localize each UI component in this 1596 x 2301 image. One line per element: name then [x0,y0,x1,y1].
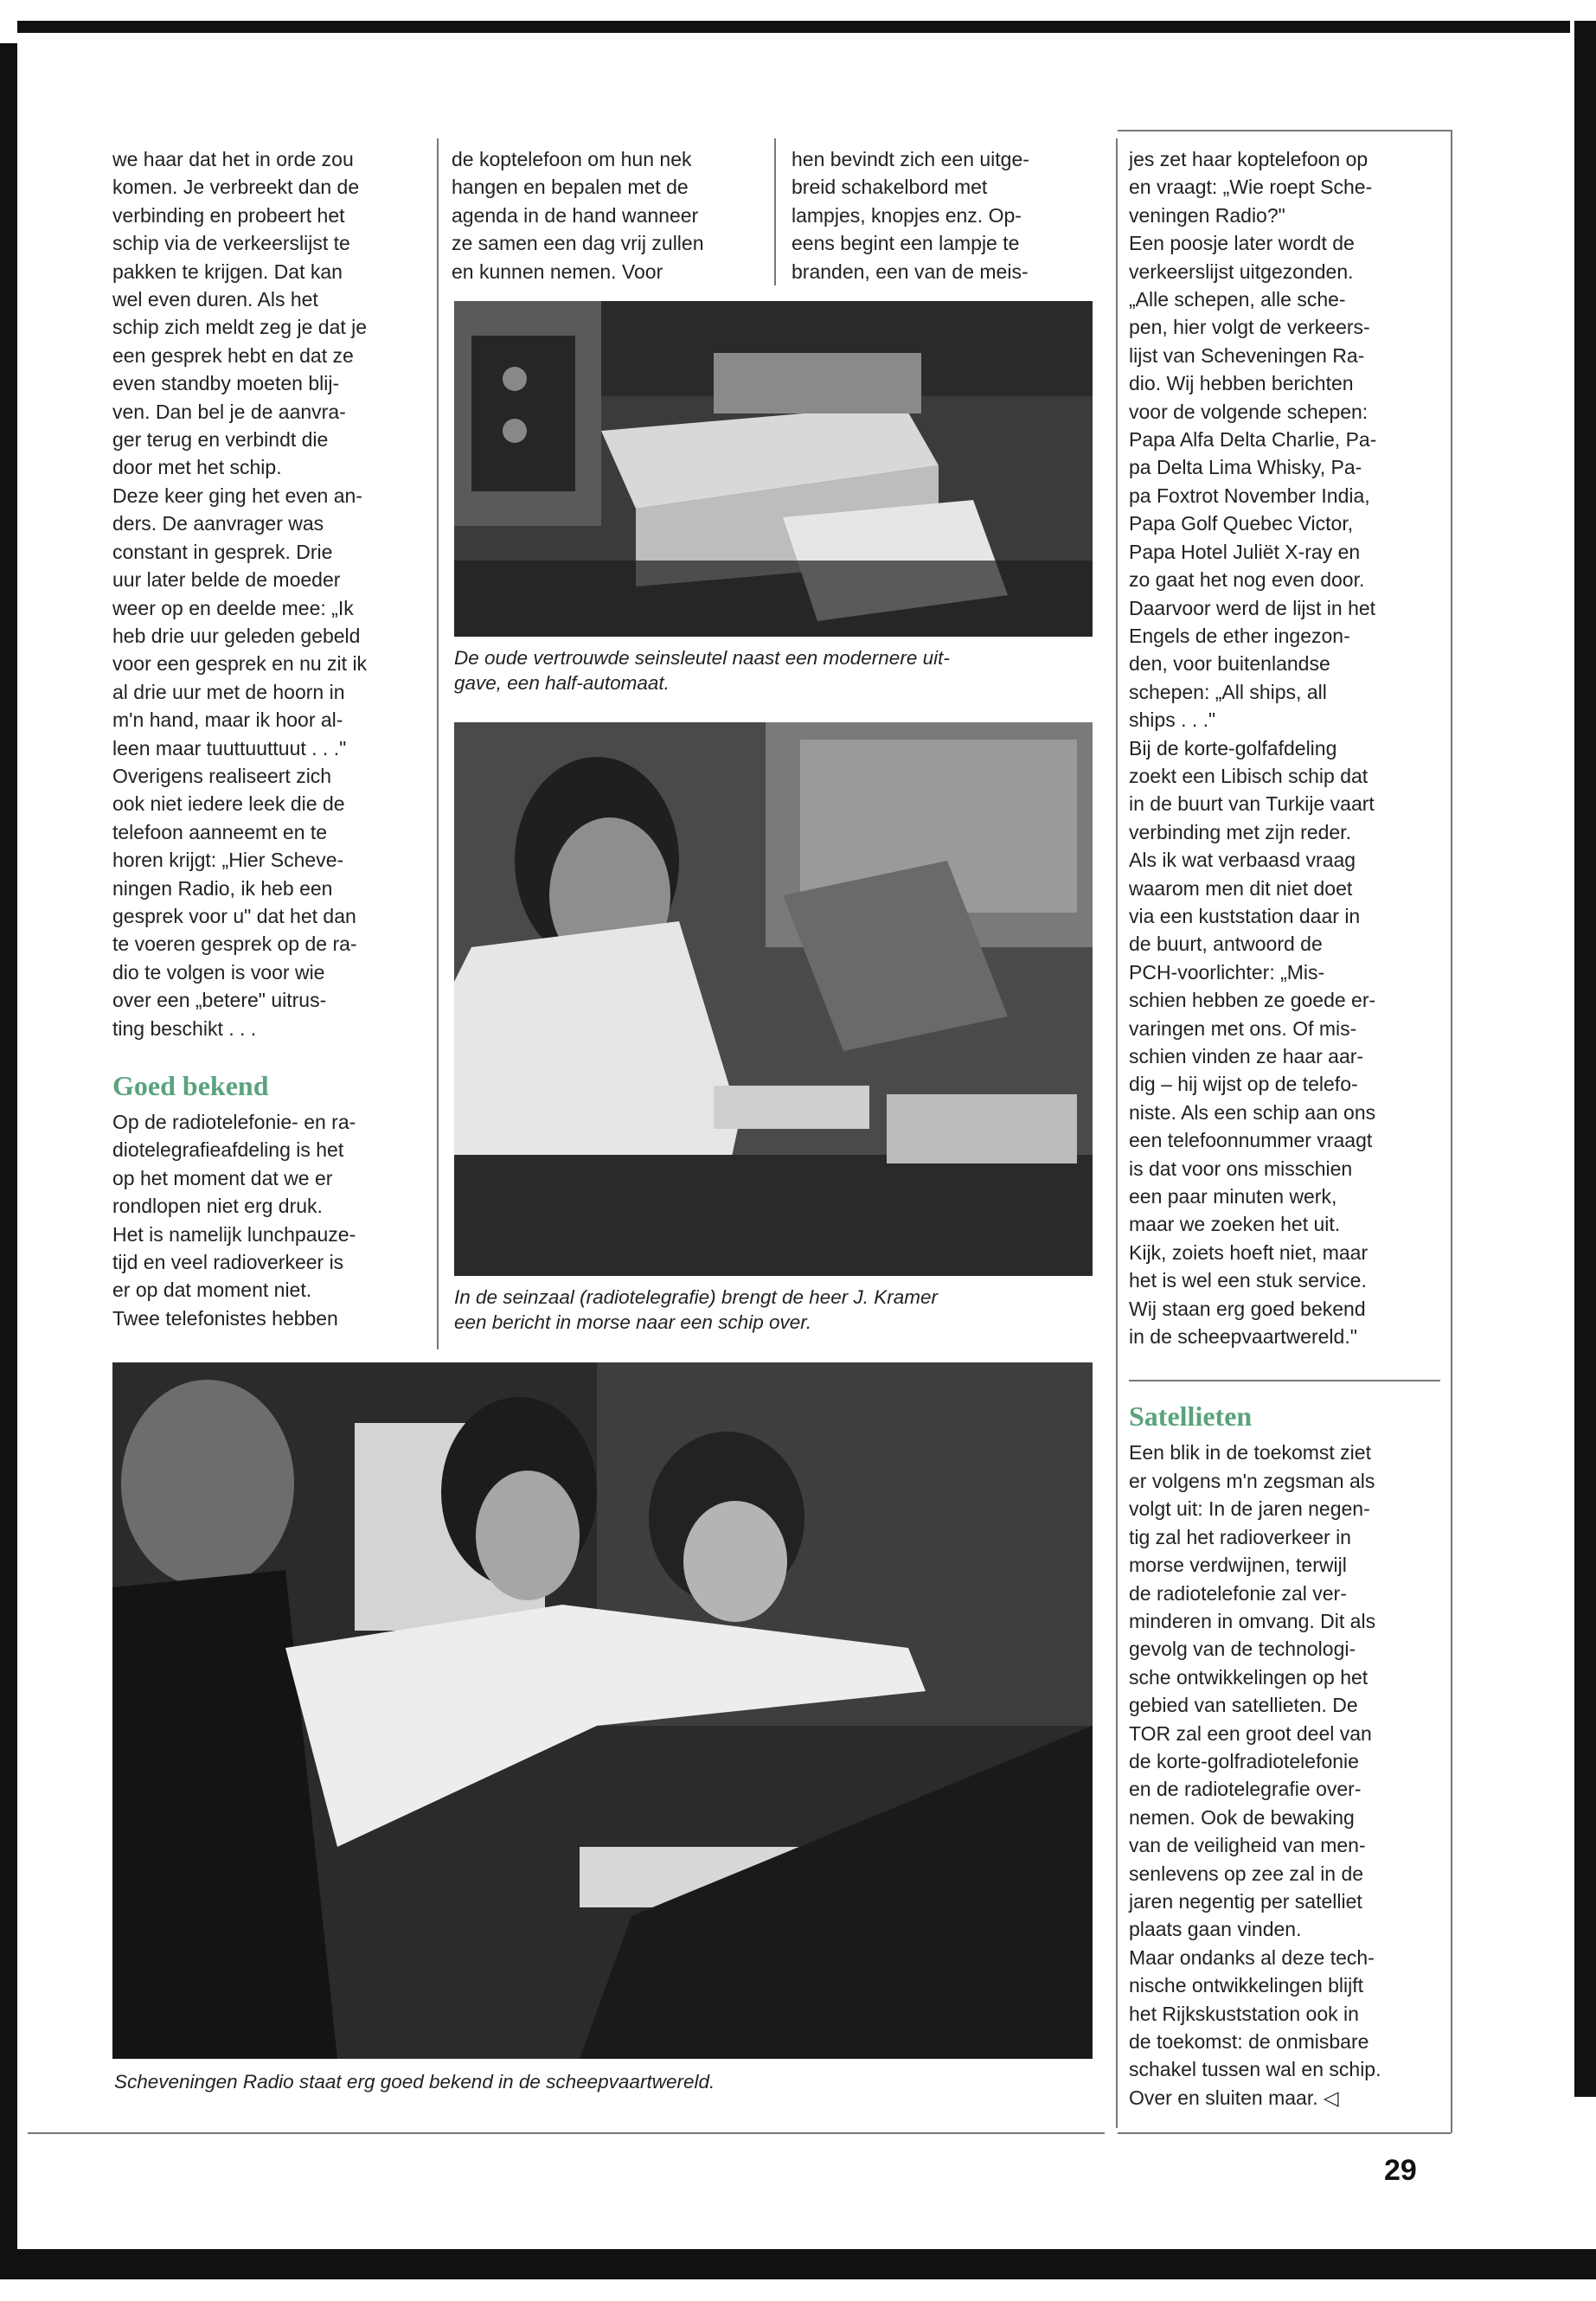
column-rule-1 [437,138,439,1349]
photo-operators [112,1362,1093,2059]
column-1-text-1: we haar dat het in orde zou komen. Je verbreekt dan de verbinding en probeert het schip via de verkeerslijst te pakken te krijgen. Dat kan wel even duren. Als het schip zich meldt zeg je dat je een gesprek hebt en dat ze even standby moeten blij- ven. Dan bel je de aanvra- ger terug en verbindt die door met het schip. Deze keer ging het even an- ders. De aanvrager was constant in gesprek. Drie uur later belde de moeder weer op en deelde mee: „Ik heb drie uur geleden gebeld voor een gesprek en nu zit ik al drie uur met de hoorn in m'n hand, maar ik hoor al- leen maar tuuttuuttuut . . ." Overigens realiseert zich ook niet iedere leek die de telefoon aanneemt en te horen krijgt: „Hier Scheve- ningen Radio, ik heb een gesprek voor u" dat het dan te voeren gesprek op de ra- dio te volgen is voor wie over een „betere" uitrus- ting beschikt . . . [112,148,368,1040]
bottom-rule-right [1118,2132,1451,2134]
column-rule-3 [1116,138,1118,2128]
column-4-text-1: jes zet haar koptelefoon op en vraagt: „Wie roept Sche- veningen Radio?" Een poosje later wordt de verkeerslijst uitgezonden. „Alle schepen, alle sche- pen, hier volgt de verkeers- lijst van Scheveningen Ra- dio. Wij hebben berichten voor de volgende schepen: Papa Alfa Delta Charlie, Pa- pa Delta Lima Whisky, Pa- pa Foxtrot November India, Papa Golf Quebec Victor, Papa Hotel Juliët X-ray en zo gaat het nog even door. Daarvoor werd de lijst in het Engels de ether ingezon- den, voor buitenlandse schepen: „All ships, all ships . . ." Bij de korte-golfafdeling zoekt een Libisch schip dat in de buurt van Turkije vaart verbinding met zijn reder. Als ik wat verbaasd vraag waarom men dit niet doet via een kuststation daar in de buurt, antwoord de PCH-voorlichter: „Mis- schien hebben ze goede er- varingen met ons. Of mis- schien vinden ze haar aar- dig – hij wijst op de telefo- niste. Als een schip aan ons een telefoonnummer vraagt is dat voor ons misschien een paar minuten werk, maar we zoeken het uit. Kijk, zoiets hoeft niet, maar het is wel een stuk service. Wij staan erg goed bekend in de scheepvaartwereld." [1129,148,1377,1349]
column-2-text: de koptelefoon om hun nek hangen en bepalen met de agenda in de hand wanneer ze samen een dag vrij zullen en kunnen nemen. Voor [452,148,704,283]
top-rule-right [1118,130,1452,131]
photo-morse-operator [454,722,1093,1276]
column-3-text: hen bevindt zich een uitge- breid schakelbord met lampjes, knopjes enz. Op- eens begint een lampje te branden, een van de meis- [792,148,1029,283]
column-1-text-2: Op de radiotelefonie- en ra- diotelegrafieafdeling is het op het moment dat we er rondlopen niet erg druk. Het is namelijk lunchpauze- tijd en veel radioverkeer is er op dat moment niet. Twee telefonistes hebben [112,1111,356,1330]
caption-photo-2 [454,1285,1094,1335]
caption-photo-3 [114,2069,1092,2094]
caption-photo-3-text: Scheveningen Radio staat erg goed bekend in de scheepvaartwereld. [114,2071,715,2093]
bottom-rule-left [28,2132,1105,2134]
column-1 [112,145,424,1332]
heading-goed-bekend: Goed bekend [112,1070,269,1101]
section-rule [1129,1380,1440,1381]
caption-photo-1-text: De oude vertrouwde seinsleutel naast een modernere uit- gave, een half-automaat. [454,647,950,694]
bottom-border [0,2249,1596,2279]
column-rule-2 [774,138,776,285]
caption-photo-2-text: In de seinzaal (radiotelegrafie) brengt de heer J. Kramer een bericht in morse naar een schip over. [454,1286,939,1333]
caption-photo-1 [454,645,1094,695]
column-4-text-2: Een blik in de toekomst ziet er volgens m'n zegsman als volgt uit: In de jaren negen- tig zal het radioverkeer in morse verdwijnen, terwijl de radiotelefonie zal ver- minderen in omvang. Dit als gevolg van de technologi- sche ontwikkelingen op het gebied van satellieten. De TOR zal een groot deel van de korte-golfradiotelefonie en de radiotelegrafie over- nemen. Ook de bewaking van de veiligheid van men- senlevens op zee zal in de jaren negentig per satelliet plaats gaan vinden. Maar ondanks al deze tech- nische ontwikkelingen blijft het Rijkskuststation ook in de toekomst: de onmisbare schakel tussen wal en schip. Over en sluiten maar. ◁ [1129,1441,1381,2109]
column-4 [1129,145,1449,2112]
photo-telegraph-keys [454,301,1093,637]
right-border [1574,21,1596,2097]
column-2 [452,145,772,285]
page-number: 29 [1384,2154,1417,2187]
heading-satellieten: Satellieten [1129,1400,1253,1433]
right-edge-rule [1451,130,1452,2133]
top-border [17,21,1570,33]
column-3 [792,145,1112,285]
left-border [0,43,17,2258]
